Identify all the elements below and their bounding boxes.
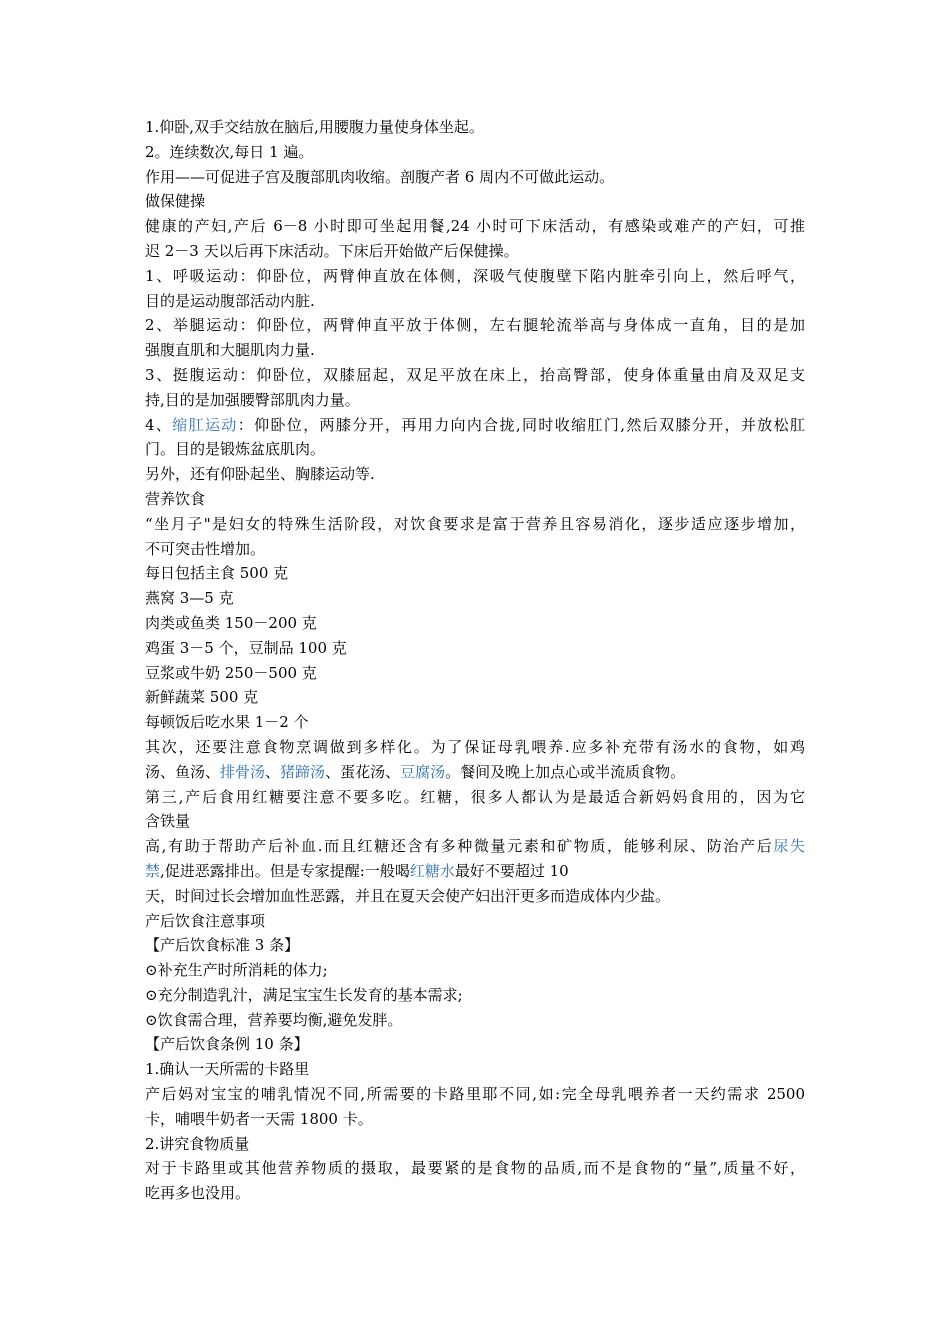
link-zhuti-tang[interactable]: 猪蹄汤: [280, 762, 326, 781]
text-line: 不可突击性增加。: [145, 539, 266, 558]
text-line: 其次，还要注意食物烹调做到多样化。为了保证母乳喂养.应多补充带有汤水的食物，如鸡: [145, 737, 805, 756]
text-line: 作用——可促进子宫及腹部肌肉收缩。剖腹产者 6 周内不可做此运动。: [145, 167, 615, 186]
text-line: 豆浆或牛奶 250－500 克: [145, 663, 317, 682]
text-segment: 4、: [145, 415, 173, 434]
text-line: 2、举腿运动：仰卧位，两臂伸直平放于体侧，左右腿轮流举高与身体成一直角，目的是加: [145, 316, 805, 335]
section-heading: 营养饮食: [145, 489, 206, 508]
document-body: [145, 115, 813, 1206]
text-line: 燕窝 3—5 克: [145, 589, 234, 608]
text-line: 1、呼吸运动：仰卧位，两臂伸直放在体侧，深吸气使腹壁下陷内脏牵引向上，然后呼气，: [145, 266, 805, 285]
text-line: 持,目的是加强腰臀部肌肉力量。: [145, 390, 360, 409]
text-line: 第三,产后食用红糖要注意不要多吃。红糖，很多人都认为是最适合新妈妈食用的，因为它: [145, 787, 805, 806]
text-segment: ：仰卧位，两膝分开，再用力向内合拢,同时收缩肛门,然后双膝分开，并放松肛: [237, 415, 805, 434]
text-line: 【产后饮食条例 10 条】: [145, 1035, 309, 1054]
text-segment: 。餐间及晚上加点心或半流质食物。: [445, 762, 686, 781]
text-line: 卡，哺喂牛奶者一天需 1800 卡。: [145, 1109, 373, 1128]
text-segment: 、: [265, 762, 281, 781]
text-line: 含铁量: [145, 812, 191, 831]
text-line: “坐月子"是妇女的特殊生活阶段，对饮食要求是富于营养且容易消化，逐步适应逐步增加，: [145, 514, 805, 533]
text-line: 产后妈对宝宝的哺乳情况不同,所需要的卡路里耶不同,如:完全母乳喂养者一天约需求 2500: [145, 1085, 805, 1104]
text-line: 目的是运动腹部活动内脏.: [145, 291, 315, 310]
text-line: 健康的产妇,产后 6－8 小时即可坐起用餐,24 小时可下床活动，有感染或难产的产妇，可推: [145, 217, 805, 236]
text-line: 每日包括主食 500 克: [145, 564, 289, 583]
text-line: 【产后饮食标准 3 条】: [145, 936, 300, 955]
text-segment: 、蛋花汤、: [325, 762, 401, 781]
text-line: 1.确认一天所需的卡路里: [145, 1060, 310, 1079]
list-item: ⊙充分制造乳汁，满足宝宝生长发育的基本需求;: [145, 985, 463, 1004]
link-niaoshijin[interactable]: 尿失: [773, 837, 805, 856]
link-hongtang-shui[interactable]: 红糖水: [409, 861, 455, 880]
text-line: 强腹直肌和大腿肌肉力量.: [145, 341, 315, 360]
link-suogang-yundong[interactable]: 缩肛运动: [172, 415, 238, 434]
text-segment: 汤、鱼汤、: [145, 762, 221, 781]
section-heading: 做保健操: [145, 192, 206, 211]
text-line: 迟 2－3 天以后再下床活动。下床后开始做产后保健操。: [145, 241, 519, 260]
text-segment: 最好不要超过 10: [454, 861, 569, 880]
text-line: [145, 413, 805, 438]
section-heading: 产后饮食注意事项: [145, 911, 266, 930]
text-segment: ,促进恶露排出。但是专家提醒:一般喝: [160, 861, 410, 880]
text-line: 1.仰卧,双手交结放在脑后,用腰腹力量使身体坐起。: [145, 118, 484, 136]
text-line: 另外，还有仰卧起坐、胸膝运动等.: [145, 465, 375, 484]
link-niaoshijin-cont[interactable]: 禁: [145, 861, 161, 880]
text-line: [145, 834, 805, 859]
text-line: 3、挺腹运动：仰卧位，双膝屈起，双足平放在床上，抬高臀部，使身体重量由肩及双足支: [145, 365, 805, 384]
text-line: 每顿饭后吃水果 1－2 个: [145, 713, 309, 732]
text-line: 对于卡路里或其他营养物质的摄取，最要紧的是食物的品质,而不是食物的“量”,质量不好，: [145, 1159, 805, 1178]
text-line: 门。目的是锻炼盆底肌肉。: [145, 440, 326, 459]
text-segment: 高,有助于帮助产后补血.而且红糖还含有多种微量元素和矿物质，能够利尿、防治产后: [145, 837, 774, 856]
text-line: [145, 859, 813, 884]
text-line: 2.讲究食物质量: [145, 1134, 250, 1153]
link-paigu-tang[interactable]: 排骨汤: [220, 762, 266, 781]
text-line: [145, 760, 813, 785]
list-item: ⊙补充生产时所消耗的体力;: [145, 961, 328, 980]
list-item: ⊙饮食需合理，营养要均衡,避免发胖。: [145, 1010, 403, 1029]
text-line: 肉类或鱼类 150－200 克: [145, 613, 317, 632]
text-line: 2。连续数次,每日 1 遍。: [145, 142, 314, 161]
text-line: 天，时间过长会增加血性恶露，并且在夏天会使产妇出汗更多而造成体内少盐。: [145, 886, 671, 905]
text-line: 新鲜蔬菜 500 克: [145, 688, 259, 707]
text-line: 鸡蛋 3－5 个，豆制品 100 克: [145, 638, 347, 657]
link-doufu-tang[interactable]: 豆腐汤: [400, 762, 446, 781]
text-line: 吃再多也没用。: [145, 1184, 251, 1203]
